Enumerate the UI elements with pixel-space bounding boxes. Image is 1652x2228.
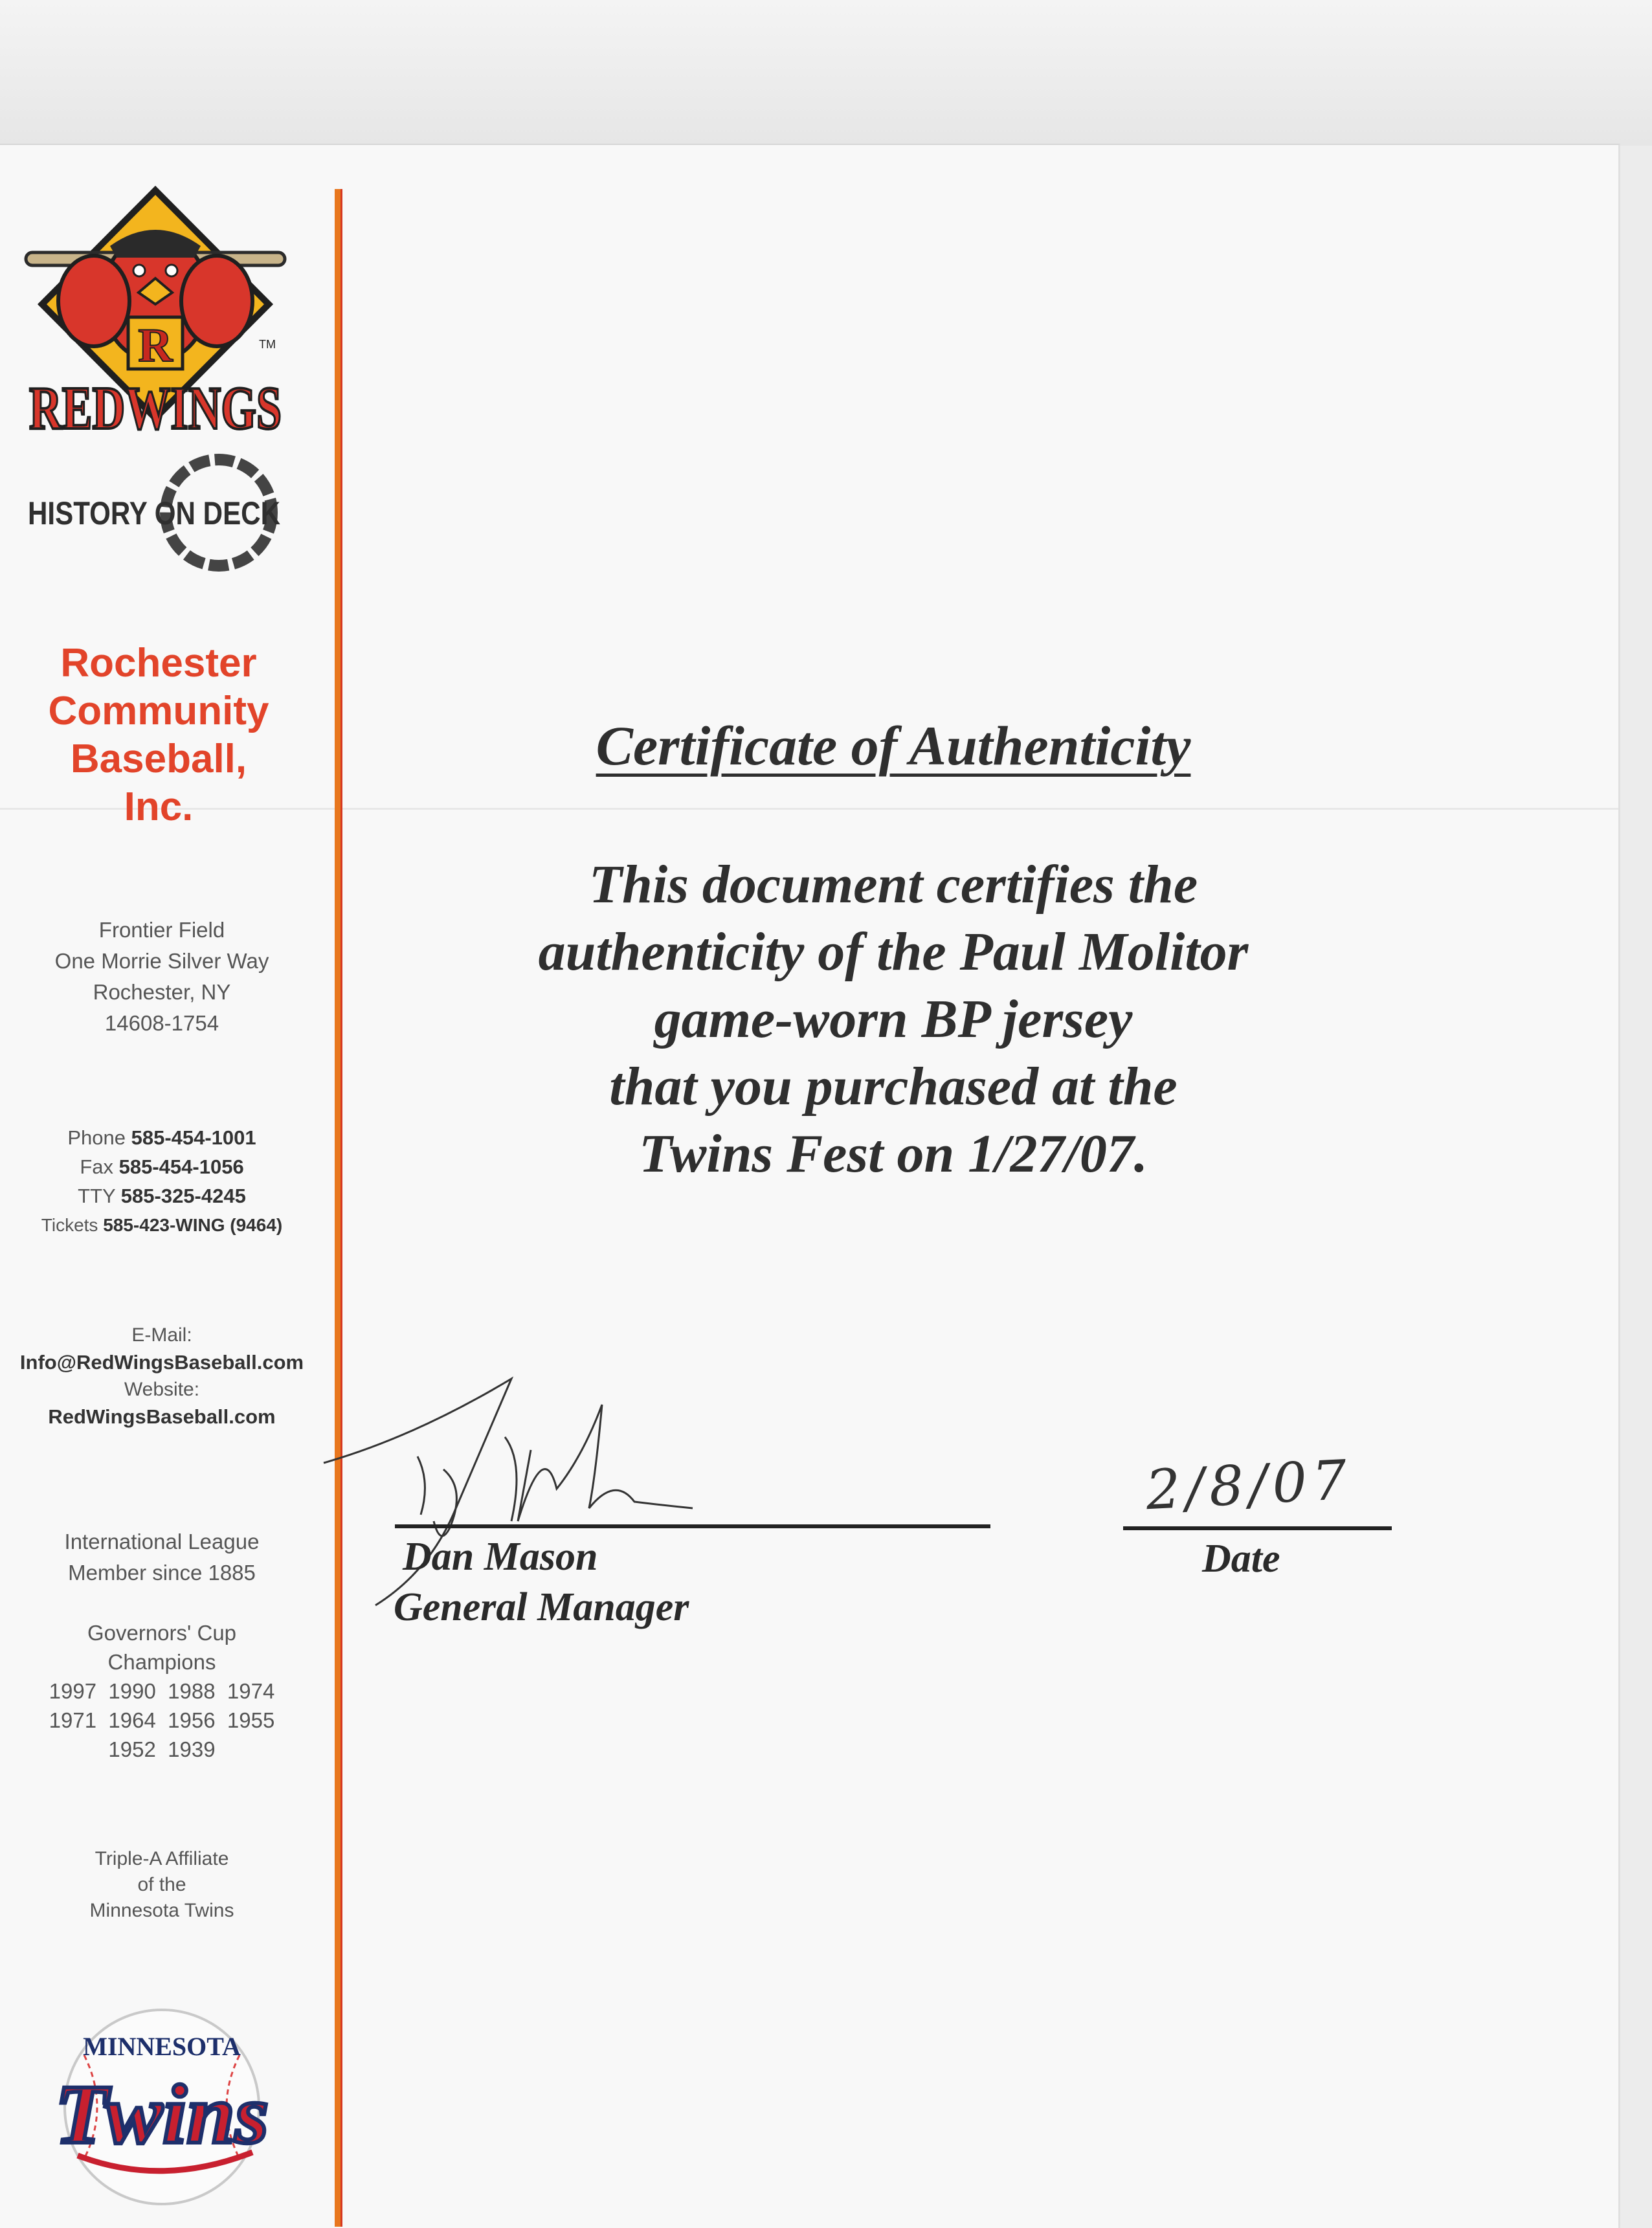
- svg-text:TM: TM: [259, 338, 276, 351]
- logo-wordmark: REDWINGS: [29, 375, 282, 442]
- address-block: [0, 915, 324, 1039]
- twins-logo-top-text: MINNESOTA: [83, 2032, 241, 2061]
- cup-years: 1997 1990 1988 1974: [49, 1679, 275, 1703]
- history-on-deck-text: HISTORY ON DECK: [28, 495, 280, 531]
- website-label: Website:: [124, 1379, 200, 1400]
- address-line: Rochester, NY: [93, 980, 231, 1004]
- body-line: authenticity of the Paul Molitor: [538, 922, 1249, 982]
- date-line: [1123, 1526, 1392, 1530]
- certificate-body: [363, 851, 1424, 1188]
- address-line: 14608-1754: [104, 1011, 219, 1035]
- league-line: Member since 1885: [68, 1561, 256, 1585]
- fax-line: Fax 585-454-1056: [80, 1155, 244, 1178]
- org-name-line: Rochester: [60, 641, 257, 685]
- red-wings-logo: [19, 188, 291, 440]
- address-line: Frontier Field: [98, 918, 225, 942]
- body-line: This document certifies the: [588, 854, 1198, 915]
- cup-years: 1971 1964 1956 1955: [49, 1708, 275, 1732]
- affiliate-block: [0, 1846, 324, 1924]
- org-name-line: Baseball,: [70, 737, 247, 781]
- cup-years: 1952 1939: [108, 1737, 216, 1761]
- cup-line: Champions: [107, 1650, 216, 1674]
- signature-line: [395, 1524, 990, 1528]
- league-line: International League: [64, 1530, 260, 1554]
- tty-line: TTY 585-325-4245: [78, 1185, 246, 1207]
- certificate-title-text: Certificate of Authenticity: [596, 715, 1191, 777]
- email-label: E-Mail:: [131, 1324, 192, 1346]
- phone-line: Phone 585-454-1001: [67, 1126, 256, 1149]
- letterhead-sidebar: [0, 0, 330, 2227]
- web-contact-block: [0, 1322, 324, 1431]
- tty-number: 585-325-4245: [120, 1185, 246, 1207]
- twins-logo-wordmark: Twins: [55, 2068, 269, 2161]
- affiliate-line: of the: [137, 1874, 186, 1895]
- fax-number: 585-454-1056: [118, 1155, 244, 1178]
- league-block: [0, 1526, 324, 1588]
- email-link[interactable]: Info@RedWingsBaseball.com: [19, 1351, 304, 1374]
- phone-number: 585-454-1001: [131, 1126, 256, 1149]
- certificate-title: [363, 713, 1424, 778]
- letterhead-rule: [335, 189, 340, 2227]
- affiliate-line: Minnesota Twins: [89, 1900, 234, 1921]
- tickets-line: Tickets 585-423-WING (9464): [41, 1215, 283, 1235]
- org-name-line: Inc.: [124, 785, 194, 829]
- history-on-deck-logo: [25, 453, 290, 576]
- contact-block: [0, 1123, 324, 1240]
- address-line: One Morrie Silver Way: [54, 949, 269, 973]
- signer-name: Dan Mason: [403, 1535, 598, 1579]
- tickets-number: 585-423-WING (9464): [103, 1215, 283, 1235]
- governors-cup-block: [0, 1618, 324, 1764]
- minnesota-twins-logo: [39, 2003, 285, 2211]
- cup-line: Governors' Cup: [87, 1621, 237, 1645]
- letterhead-rule-accent: [340, 189, 342, 2227]
- affiliate-line: Triple-A Affiliate: [95, 1848, 229, 1869]
- website-link[interactable]: RedWingsBaseball.com: [48, 1405, 276, 1428]
- org-name-line: Community: [48, 689, 269, 733]
- body-line: Twins Fest on 1/27/07.: [639, 1124, 1148, 1184]
- date-label: Date: [1202, 1537, 1280, 1581]
- signer-role: General Manager: [394, 1585, 689, 1629]
- body-line: that you purchased at the: [609, 1056, 1178, 1117]
- body-line: game-worn BP jersey: [654, 989, 1133, 1049]
- logo-letter: R: [138, 319, 173, 372]
- handwritten-date: 2/8/07: [1144, 1447, 1354, 1522]
- organization-name: [0, 640, 317, 831]
